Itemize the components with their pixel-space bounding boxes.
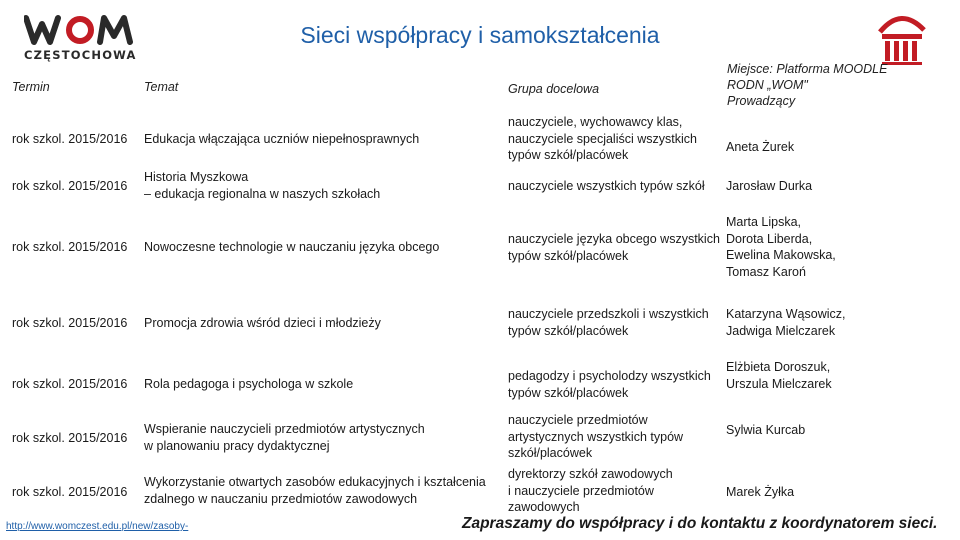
- wom-logo-city: CZĘSTOCHOWA: [24, 48, 137, 62]
- row-6-temat: [144, 421, 504, 454]
- row-4-grupa: [508, 306, 723, 339]
- row-6-grupa-line: artystycznych wszystkich typów: [508, 429, 684, 444]
- row-6-temat-line: Wspieranie nauczycieli przedmiotów artystycznych: [144, 422, 425, 436]
- row-2-termin: rok szkol. 2015/2016: [12, 179, 128, 193]
- row-2-temat: [144, 169, 504, 202]
- row-1-prowadzacy: [726, 139, 956, 156]
- row-5-prowadzacy-line: Urszula Mielczarek: [726, 376, 832, 391]
- row-2-temat-line: Historia Myszkowa: [144, 170, 249, 184]
- row-5-grupa: [508, 368, 723, 401]
- row-4-grupa-line: nauczyciele przedszkoli i wszystkich: [508, 307, 709, 321]
- row-2-grupa: [508, 178, 723, 195]
- row-7-prowadzacy: [726, 484, 956, 501]
- header-termin: Termin: [12, 80, 50, 94]
- row-4-temat: [144, 315, 504, 332]
- row-7-temat-line: Wykorzystanie otwartych zasobów edukacyjnych i kształcenia: [144, 475, 486, 489]
- row-3-grupa-line: nauczyciele języka obcego wszystkich: [508, 232, 720, 246]
- row-6-termin: rok szkol. 2015/2016: [12, 431, 128, 445]
- row-5-prowadzacy: [726, 359, 956, 392]
- row-5-grupa-line: pedagodzy i psycholodzy wszystkich: [508, 369, 711, 383]
- row-3-grupa-line: typów szkół/placówek: [508, 248, 629, 263]
- header-grupa: Grupa docelowa: [508, 82, 600, 96]
- row-7-grupa-line: zawodowych: [508, 500, 580, 514]
- row-4-termin: rok szkol. 2015/2016: [12, 316, 128, 330]
- row-3-grupa: [508, 231, 723, 264]
- row-1-temat: [144, 131, 504, 148]
- resources-link[interactable]: http://www.womczest.edu.pl/new/zasoby-: [6, 521, 189, 532]
- row-1-grupa-line: nauczyciele specjaliści wszystkich: [508, 131, 697, 146]
- page-title: Sieci współpracy i samokształcenia: [300, 22, 660, 48]
- row-7-prowadzacy-line: Marek Żyłka: [726, 485, 795, 499]
- header-miejsce: [727, 61, 957, 109]
- header-temat: Temat: [144, 80, 179, 94]
- row-5-temat-line: Rola pedagoga i psychologa w szkole: [144, 377, 354, 391]
- row-1-grupa: [508, 114, 723, 164]
- row-1-grupa-line: typów szkół/placówek: [508, 148, 629, 162]
- header-miejsce-line-2: RODN „WOM": [727, 78, 808, 92]
- row-6-temat-line: w planowaniu pracy dydaktycznej: [144, 438, 330, 453]
- row-4-prowadzacy-line: Katarzyna Wąsowicz,: [726, 307, 846, 321]
- row-3-temat-line: Nowoczesne technologie w nauczaniu języka obcego: [144, 240, 440, 254]
- row-6-grupa: [508, 412, 723, 462]
- row-6-prowadzacy: [726, 422, 956, 439]
- row-6-grupa-line: nauczyciele przedmiotów: [508, 413, 648, 427]
- row-4-temat-line: Promocja zdrowia wśród dzieci i młodzieży: [144, 316, 381, 330]
- row-4-prowadzacy: [726, 306, 956, 339]
- row-1-prowadzacy-line: Aneta Żurek: [726, 140, 795, 154]
- row-2-grupa-line: nauczyciele wszystkich typów szkół: [508, 179, 705, 193]
- footer-invitation: Zapraszamy do współpracy i do kontaktu z koordynatorem sieci.: [462, 515, 938, 532]
- row-7-temat: [144, 474, 504, 507]
- row-7-temat-line: zdalnego w nauczaniu przedmiotów zawodowych: [144, 491, 418, 506]
- row-4-prowadzacy-line: Jadwiga Mielczarek: [726, 323, 836, 338]
- row-7-grupa-line: dyrektorzy szkół zawodowych: [508, 467, 673, 481]
- row-1-grupa-line: nauczyciele, wychowawcy klas,: [508, 115, 683, 129]
- row-5-grupa-line: typów szkół/placówek: [508, 385, 629, 400]
- row-3-prowadzacy-line: Marta Lipska,: [726, 215, 802, 229]
- row-7-termin: rok szkol. 2015/2016: [12, 485, 128, 499]
- row-1-temat-line: Edukacja włączająca uczniów niepełnosprawnych: [144, 132, 420, 146]
- row-2-temat-line: – edukacja regionalna w naszych szkołach: [144, 186, 381, 201]
- row-1-termin: rok szkol. 2015/2016: [12, 132, 128, 146]
- row-6-prowadzacy-line: Sylwia Kurcab: [726, 423, 806, 437]
- header-miejsce-line-1: Miejsce: Platforma MOODLE: [727, 62, 888, 76]
- row-2-prowadzacy: [726, 178, 956, 195]
- row-3-prowadzacy-line: Dorota Liberda,: [726, 231, 813, 246]
- row-3-temat: [144, 239, 504, 256]
- row-5-temat: [144, 376, 504, 393]
- row-3-termin: rok szkol. 2015/2016: [12, 240, 128, 254]
- row-7-grupa-line: i nauczyciele przedmiotów: [508, 483, 654, 498]
- row-3-prowadzacy-line: Ewelina Makowska,: [726, 248, 836, 262]
- row-4-grupa-line: typów szkół/placówek: [508, 323, 629, 338]
- row-3-prowadzacy: [726, 214, 956, 280]
- row-3-prowadzacy-line: Tomasz Karoń: [726, 264, 806, 279]
- row-6-grupa-line: szkół/placówek: [508, 446, 593, 460]
- header-miejsce-line-3: Prowadzący: [727, 94, 796, 108]
- row-5-termin: rok szkol. 2015/2016: [12, 377, 128, 391]
- row-7-grupa: [508, 466, 723, 516]
- row-5-prowadzacy-line: Elżbieta Doroszuk,: [726, 360, 831, 374]
- row-2-prowadzacy-line: Jarosław Durka: [726, 179, 813, 193]
